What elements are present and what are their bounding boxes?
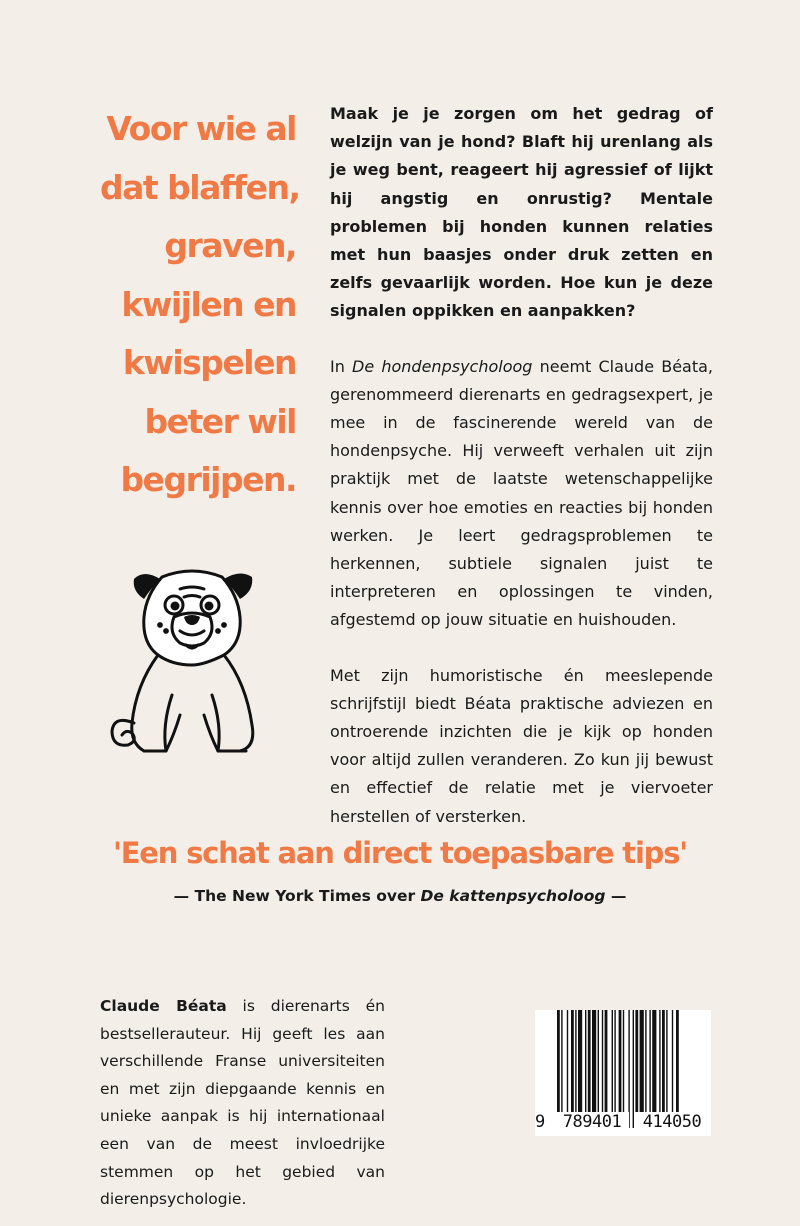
book-title: De hondenpsycholoog bbox=[352, 356, 533, 376]
barcode-bar bbox=[662, 1010, 665, 1128]
barcode-bar bbox=[645, 1010, 646, 1128]
barcode-digit-first: 9 bbox=[535, 1112, 546, 1132]
barcode-bar bbox=[585, 1010, 586, 1128]
barcode-bar bbox=[676, 1010, 679, 1128]
quote: 'Een schat aan direct toepasbare tips' bbox=[113, 836, 687, 870]
barcode-bar bbox=[602, 1010, 603, 1128]
body-paragraph-2: Met zijn humoristische én meeslepende schrijfstijl biedt Béata praktische adviezen en ontroerende inzichten die je kijk op honden voor altijd zullen veranderen. Zo kun jij bewust en effectief de relatie met je viervoeter herstellen of versterken. bbox=[330, 665, 713, 826]
barcode-bar bbox=[578, 1010, 582, 1128]
author-bio-text: is dierenarts én bestsellerauteur. Hij geeft les aan verschillende Franse universiteiten en met zijn diepgaande kennis en unieke aanpak is hij internationaal een van de meest invloedrijke stemmen op het gebied van dierenpsychologie. bbox=[100, 997, 386, 1209]
barcode-digits-left: 789401 bbox=[555, 1112, 629, 1132]
attribution-start: — The New York Times over bbox=[173, 887, 421, 905]
barcode-bar bbox=[575, 1010, 576, 1128]
barcode-bar bbox=[652, 1010, 656, 1128]
barcode-bar bbox=[672, 1010, 673, 1128]
barcode-bar bbox=[635, 1010, 638, 1128]
barcode-bar bbox=[619, 1010, 622, 1128]
barcode-bar bbox=[612, 1010, 613, 1128]
headline bbox=[100, 100, 300, 510]
headline-line: begrijpen. bbox=[120, 460, 296, 499]
author-name: Claude Béata bbox=[100, 997, 227, 1015]
barcode-bar bbox=[567, 1010, 568, 1128]
blurb bbox=[330, 100, 713, 858]
quote-attribution bbox=[0, 887, 800, 905]
headline-line: dat blaffen, bbox=[100, 167, 300, 207]
body-p1-start: In bbox=[330, 356, 353, 376]
barcode-bar bbox=[659, 1010, 660, 1128]
barcode-number bbox=[535, 1112, 711, 1136]
body-paragraph-1 bbox=[330, 353, 713, 635]
headline-line: graven, bbox=[164, 226, 296, 265]
barcode-bar bbox=[561, 1010, 562, 1128]
headline-line: kwijlen en bbox=[121, 284, 296, 324]
barcode-bar bbox=[588, 1010, 591, 1128]
attribution-book-title: De kattenpsycholoog bbox=[420, 887, 606, 905]
headline-line: Voor wie al bbox=[106, 109, 296, 148]
body-p1-rest: neemt Claude Béata, gerenommeerd dierenarts en gedragsexpert, je mee in de fascinerende wereld van de hondenpsyche. Hij verweeft verhalen uit zijn praktijk met de laatste wetenschappelijke kennis over hoe emoties en reacties bij honden werken. Je leert gedragsproblemen te herkennen, subtiele signalen juist te interpreteren en oplossingen te vinden, afgestemd op jouw situatie en huishouden. bbox=[330, 356, 714, 630]
barcode-bar bbox=[640, 1010, 644, 1128]
attribution-end: — bbox=[605, 887, 627, 905]
barcode-bar bbox=[666, 1010, 667, 1128]
headline-line: beter wil bbox=[144, 401, 296, 441]
barcode-digits-right: 414050 bbox=[635, 1112, 709, 1132]
pug-dog-icon bbox=[100, 555, 285, 765]
barcode-bar bbox=[605, 1010, 608, 1128]
author-bio bbox=[100, 993, 385, 1214]
barcode-bar bbox=[571, 1010, 574, 1128]
barcode-bar bbox=[592, 1010, 596, 1128]
barcode-bar bbox=[614, 1010, 615, 1128]
headline-line: kwispelen bbox=[122, 343, 296, 382]
barcode-bar bbox=[649, 1010, 650, 1128]
barcode-bar bbox=[623, 1010, 624, 1128]
barcode-bar bbox=[628, 1010, 629, 1128]
barcode-bar bbox=[633, 1010, 634, 1128]
intro-paragraph: Maak je je zorgen om het gedrag of welzijn van je hond? Blaft hij urenlang als je weg bent, reageert hij agressief of lijkt hij angstig en onrustig? Mentale problemen bij honden kunnen relaties met hun baasjes onder druk zetten en zelfs gevaarlijk worden. Hoe kun je deze signalen oppikken en aanpakken? bbox=[330, 104, 713, 321]
barcode-bar bbox=[557, 1010, 560, 1128]
barcode-bar bbox=[598, 1010, 599, 1128]
